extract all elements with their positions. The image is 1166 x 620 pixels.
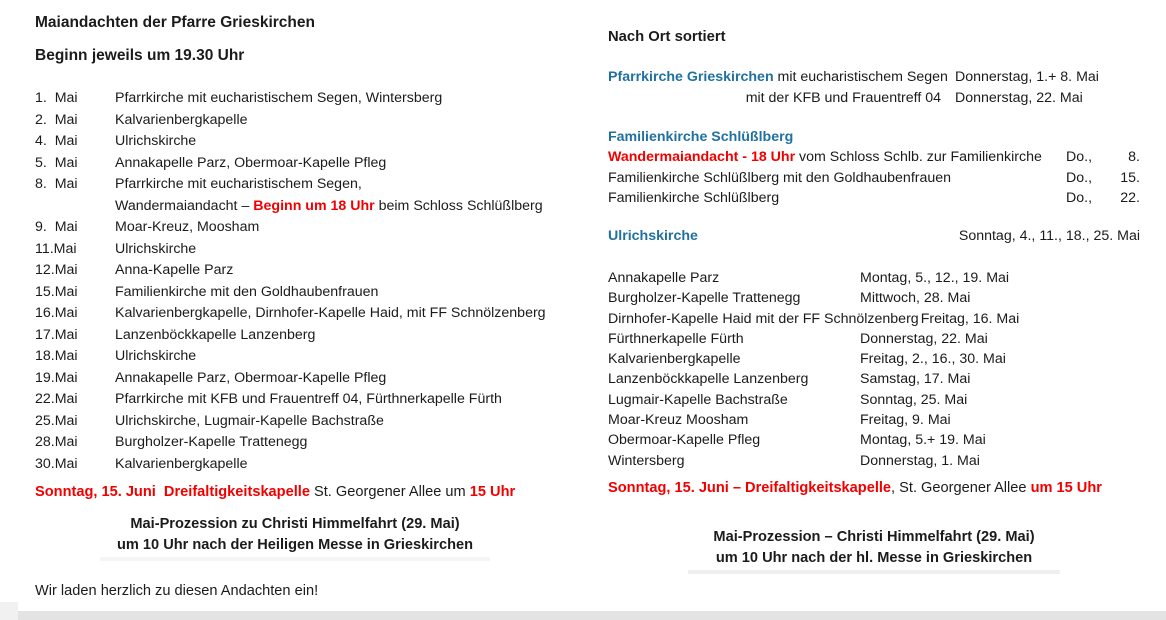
schedule-row [35,411,575,433]
text-segment: 15 Uhr [469,484,516,500]
pfarrkirche-section [608,67,1140,109]
text-segment: beim Schloss Schlüßlberg [374,197,543,214]
schedule-location-line [115,303,575,325]
sorted-by-place-title: Nach Ort sortiert [608,29,726,45]
familienkirche-row-day: Do., [1066,169,1093,186]
schedule-location-line [115,217,575,239]
place-row [608,309,1140,329]
pfarrkirche-date2: Donnerstag, 22. Mai [955,90,1083,106]
text-segment: Pfarrkirche Grieskirchen [608,69,774,85]
text-segment: St. Georgener Allee um [309,484,470,500]
text-segment: Anna-Kapelle Parz [115,262,234,278]
text-segment: Sonntag, 15. Juni Dreifaltigkeitskapelle [35,484,310,500]
ulrichskirche-dates: Sonntag, 4., 11., 18., 25. Mai [958,228,1140,244]
schedule-date: 17.Mai [35,326,78,343]
schedule-location-line [115,260,575,282]
schedule-date: 8. Mai [35,176,78,192]
schedule-location-line [115,174,575,196]
procession-note-left [35,514,555,561]
text-segment: Wandermaiandacht - 18 Uhr [608,149,796,166]
procession-line2: um 10 Uhr nach der Heiligen Messe in Grieskirchen [116,536,474,553]
familienkirche-row-day: Do., [1066,189,1093,206]
schedule-row [35,303,575,325]
june-announcement-right [608,480,1102,496]
schedule-date: 25.Mai [35,412,78,429]
familienkirche-row-day: Do., [1066,149,1093,166]
text-segment: Familienkirche Schlüßlberg [608,189,780,206]
text-segment: Pfarrkirche mit eucharistischem Segen, Wintersberg [115,90,443,106]
place-name: Obermoar-Kapelle Pfleg [608,432,761,449]
schedule-location-line [115,131,575,153]
place-dates: Donnerstag, 1. Mai [860,452,980,469]
schedule-location-line [115,432,575,454]
schedule-location-line [115,346,575,368]
text-segment: Beginn um 18 Uhr [253,197,375,214]
place-row [608,451,1140,471]
text-segment: Pfarrkirche mit KFB und Frauentreff 04, Fürthnerkapelle Fürth [115,391,502,407]
schedule-date: 4. Mai [35,133,78,149]
begin-time-subtitle: Beginn jeweils um 19.30 Uhr [35,47,245,64]
pfarrkirche-line1 [608,67,955,88]
divider [688,570,1060,574]
place-name: Lugmair-Kapelle Bachstraße [608,391,788,408]
text-segment: vom Schloss Schlb. zur Familienkirche [795,149,1042,166]
place-row [608,390,1140,410]
schedule-date: 16.Mai [35,305,78,321]
text-segment: mit eucharistischem Segen [773,69,948,85]
schedule-row [35,432,575,454]
procession-note-right [608,527,1140,574]
text-segment: Lanzenböckkapelle Lanzenberg [115,326,316,343]
schedule-location [115,432,575,454]
text-segment: Kalvarienbergkapelle [115,111,248,128]
schedule-date: 1. Mai [35,90,78,106]
place-name: Wintersberg [608,452,685,469]
place-name: Moar-Kreuz Moosham [608,412,749,429]
schedule-location-line [115,153,575,175]
schedule-row [35,88,575,110]
place-name: Lanzenböckkapelle Lanzenberg [608,371,809,388]
schedule-location [115,217,575,239]
place-dates: Donnerstag, 22. Mai [860,330,988,347]
schedule-location [115,110,575,132]
schedule-location [115,174,575,217]
schedule-location [115,325,575,347]
schedule-row [35,174,575,217]
text-segment: Familienkirche Schlüßlberg mit den Goldhaubenfrauen [608,169,952,186]
closing-invitation: Wir laden herzlich zu diesen Andachten ein! [35,583,319,599]
place-dates: Samstag, 17. Mai [860,371,971,388]
familienkirche-row [608,168,1140,188]
schedule-location [115,389,575,411]
schedule-date: 28.Mai [35,434,78,450]
schedule-date: 12.Mai [35,262,78,278]
text-segment: Annakapelle Parz, Obermoar-Kapelle Pfleg [115,154,387,171]
schedule-location-line [115,88,575,110]
text-segment: Pfarrkirche mit eucharistischem Segen, [115,176,362,192]
bottom-left-corner-artifact [0,602,18,620]
places-list [608,268,1140,471]
place-dates: Freitag, 2., 16., 30. Mai [860,351,1006,368]
pfarrkirche-text [608,67,955,109]
place-row [608,430,1140,450]
schedule-location [115,239,575,261]
familienkirche-section [608,127,1140,208]
bottom-gray-bar [0,611,1166,620]
place-name: Burgholzer-Kapelle Trattenegg [608,290,801,307]
text-segment: Sonntag, 15. Juni – Dreifaltigkeitskapelle [608,480,892,496]
place-dates: Montag, 5., 12., 19. Mai [860,270,1010,286]
familienkirche-row-daynum: 8. [1128,149,1140,166]
schedule-date: 5. Mai [35,154,78,171]
text-segment: um 15 Uhr [1030,480,1102,496]
pfarrkirche-date1: Donnerstag, 1.+ 8. Mai [955,69,1099,85]
text-segment: Kalvarienbergkapelle [115,455,248,472]
text-segment: , St. Georgener Allee [891,480,1031,496]
familienkirche-row [608,147,1140,167]
divider [100,557,490,561]
schedule-date: 15.Mai [35,283,78,300]
place-name: Kalvarienbergkapelle [608,351,741,368]
place-dates: Sonntag, 25. Mai [860,391,968,408]
date-schedule-list [35,88,575,475]
schedule-date: 9. Mai [35,219,78,235]
text-segment: Familienkirche mit den Goldhaubenfrauen [115,283,379,300]
schedule-row [35,260,575,282]
familienkirche-heading: Familienkirche Schlüßlberg [608,129,794,145]
schedule-location [115,153,575,175]
procession-line1: Mai-Prozession – Christi Himmelfahrt (29. Mai) [713,529,1035,545]
place-dates: Montag, 5.+ 19. Mai [860,432,986,449]
schedule-location [115,282,575,304]
familienkirche-row-text [608,188,1066,208]
schedule-row [35,282,575,304]
schedule-date: 30.Mai [35,455,78,472]
place-row [608,349,1140,369]
schedule-location-line [115,325,575,347]
schedule-location [115,260,575,282]
schedule-date: 18.Mai [35,348,78,364]
text-segment: Kalvarienbergkapelle, Dirnhofer-Kapelle Haid, mit FF Schnölzenberg [115,305,546,321]
text-segment: Ulrichskirche [115,348,197,364]
june-announcement-left [35,484,515,500]
schedule-location [115,88,575,110]
schedule-location [115,411,575,433]
schedule-location-line [115,282,575,304]
familienkirche-row [608,188,1140,208]
schedule-row [35,325,575,347]
schedule-date: 11.Mai [35,240,77,257]
place-row [608,329,1140,349]
place-row [608,288,1140,308]
familienkirche-row-text [608,168,1066,188]
text-segment: Ulrichskirche, Lugmair-Kapelle Bachstraße [115,412,384,429]
schedule-row [35,346,575,368]
place-row [608,268,1140,288]
familienkirche-row-daynum: 22. [1120,189,1140,206]
schedule-location-line [115,196,575,218]
schedule-date: 19.Mai [35,369,78,386]
place-row [608,369,1140,389]
schedule-location [115,303,575,325]
schedule-date: 22.Mai [35,391,78,407]
schedule-row [35,217,575,239]
place-name: Dirnhofer-Kapelle Haid mit der FF Schnölzenberg [608,310,919,327]
place-name: Annakapelle Parz [608,270,720,286]
place-dates: Freitag, 9. Mai [860,412,951,429]
pfarrkirche-line2: mit der KFB und Frauentreff 04 [745,90,941,106]
schedule-location [115,454,575,476]
schedule-location-line [115,368,575,390]
schedule-row [35,110,575,132]
text-segment: Annakapelle Parz, Obermoar-Kapelle Pfleg [115,369,387,386]
familienkirche-row-daynum: 15. [1120,169,1140,186]
procession-line2: um 10 Uhr nach der hl. Messe in Grieskirchen [715,549,1033,566]
schedule-row [35,153,575,175]
schedule-row [35,454,575,476]
text-segment: Burgholzer-Kapelle Trattenegg [115,434,308,450]
schedule-row [35,131,575,153]
schedule-location [115,131,575,153]
schedule-row [35,368,575,390]
place-dates: Mittwoch, 28. Mai [860,290,971,307]
place-dates: Freitag, 16. Mai [920,310,1020,327]
page-title: Maiandachten der Pfarre Grieskirchen [35,14,315,31]
schedule-date: 2. Mai [35,111,78,128]
ulrichskirche-heading: Ulrichskirche [608,228,698,244]
procession-line1: Mai-Prozession zu Christi Himmelfahrt (29. Mai) [130,516,460,532]
schedule-location-line [115,239,575,261]
text-segment: Ulrichskirche [115,133,197,149]
schedule-location-line [115,389,575,411]
text-segment: Ulrichskirche [115,240,197,257]
schedule-location-line [115,454,575,476]
schedule-row [35,389,575,411]
text-segment: Wandermaiandacht – [115,197,254,214]
familienkirche-rows [608,147,1140,208]
schedule-location [115,368,575,390]
schedule-location [115,346,575,368]
schedule-location-line [115,411,575,433]
place-row [608,410,1140,430]
place-name: Fürthnerkapelle Fürth [608,330,744,347]
familienkirche-row-text [608,147,1066,167]
schedule-row [35,239,575,261]
text-segment: Moar-Kreuz, Moosham [115,219,260,235]
ulrichskirche-section [608,228,1140,244]
schedule-location-line [115,110,575,132]
pfarrkirche-dates [955,67,1140,109]
